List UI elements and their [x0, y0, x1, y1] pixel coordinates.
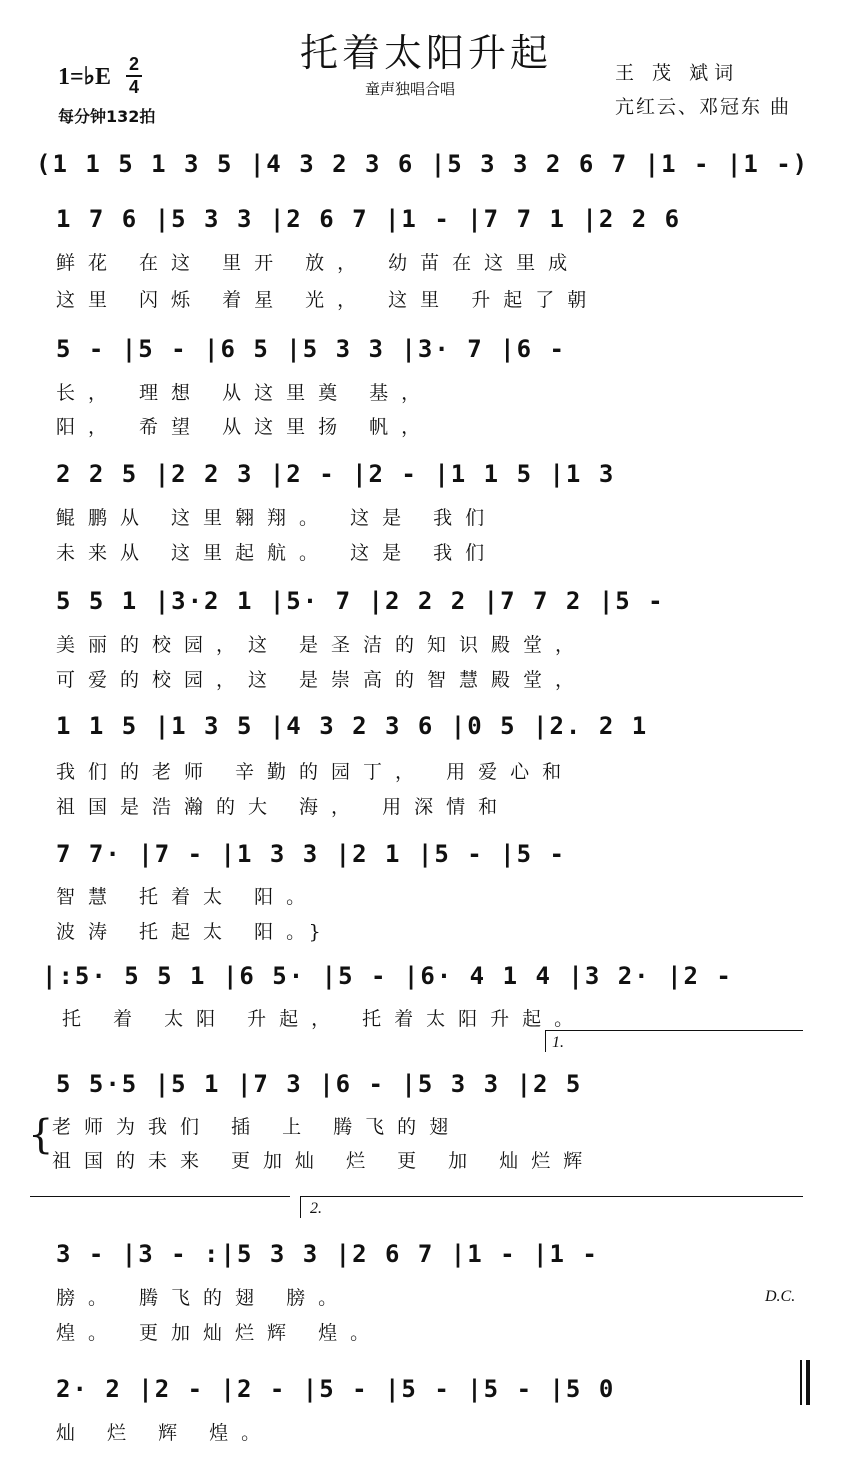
tempo-marking: 每分钟132拍 [58, 107, 156, 126]
score-line-10-lyric-verse2: 煌。 更加灿烂辉 煌。 [56, 1322, 383, 1344]
score-line-5-lyric-verse1: 美丽的校园，这 是圣洁的知识殿堂， [56, 634, 588, 656]
meter-bottom: 4 [128, 77, 139, 97]
score-line-9-notes: 5 5·5 |5 1 |7 3 |6 - |5 3 3 |2 5 [56, 1070, 583, 1098]
final-barline [800, 1360, 802, 1405]
time-signature [126, 55, 142, 97]
verse-brace: { [28, 1112, 54, 1158]
score-line-5-lyric-verse2: 可爱的校园，这 是崇高的智慧殿堂， [56, 669, 588, 691]
score-line-10-notes: 3 - |3 - :|5 3 3 |2 6 7 |1 - |1 - [56, 1240, 599, 1268]
score-line-11-lyric: 灿 烂 辉 煌。 [56, 1422, 274, 1444]
score-line-7-notes: 7 7· |7 - |1 3 3 |2 1 |5 - |5 - [56, 840, 566, 868]
meter-top: 2 [128, 54, 139, 74]
score-line-3-lyric-verse1: 长， 理想 从这里奠 基， [56, 382, 434, 404]
score-line-4-lyric-verse1: 鲲鹏从 这里翱翔。 这是 我们 [56, 507, 498, 529]
score-line-3-lyric-verse2: 阳， 希望 从这里扬 帆， [56, 416, 434, 438]
score-line-9-lyric-verse1: 老师为我们 插 上 腾飞的翅 [52, 1116, 462, 1138]
score-line-9-lyric-verse2: 祖国的未来 更加灿 烂 更 加 灿烂辉 [52, 1150, 596, 1172]
song-title: 托着太阳升起 [300, 31, 553, 75]
final-barline-thick [806, 1360, 810, 1405]
dc-marker: D.C. [765, 1288, 796, 1305]
performance-style: 童声独唱合唱 [365, 80, 456, 98]
volta-1-marker: 1. [552, 1034, 564, 1051]
score-line-6-lyric-verse2: 祖国是浩瀚的大 海， 用深情和 [56, 796, 511, 818]
score-line-2-lyric-verse1: 鲜花 在这 里开 放， 幼苗在这里成 [56, 252, 581, 274]
score-line-6-notes: 1 1 5 |1 3 5 |4 3 2 3 6 |0 5 |2. 2 1 [56, 712, 649, 740]
score-line-8-lyric: 托 着 太阳 升起， 托着太阳升起。 [62, 1008, 587, 1030]
score-line-7-lyric-verse1: 智慧 托着太 阳。 [56, 886, 319, 908]
score-line-4-lyric-verse2: 未来从 这里起航。 这是 我们 [56, 542, 498, 564]
score-line-8-notes: |:5· 5 5 1 |6 5· |5 - |6· 4 1 4 |3 2· |2 - [42, 962, 733, 990]
score-line-2-lyric-verse2: 这里 闪烁 着星 光， 这里 升起了朝 [56, 289, 600, 311]
score-line-2-notes: 1 7 6 |5 3 3 |2 6 7 |1 - |7 7 1 |2 2 6 [56, 205, 682, 233]
score-line-3-notes: 5 - |5 - |6 5 |5 3 3 |3· 7 |6 - [56, 335, 566, 363]
score-line-4-notes: 2 2 5 |2 2 3 |2 - |2 - |1 1 5 |1 3 [56, 460, 616, 488]
key-signature: 1=♭E [58, 64, 112, 90]
composer-credit: 亢红云、邓冠东 曲 [615, 96, 792, 118]
score-line-10-lyric-verse1: 膀。 腾飞的翅 膀。 [56, 1287, 351, 1309]
score-line-1-notes: (1 1 5 1 3 5 |4 3 2 3 6 |5 3 3 2 6 7 |1 - |1 -) [36, 150, 810, 178]
score-line-6-lyric-verse1: 我们的老师 辛勤的园丁， 用爱心和 [56, 761, 575, 783]
volta-2-marker: 2. [310, 1200, 322, 1217]
score-line-5-notes: 5 5 1 |3·2 1 |5· 7 |2 2 2 |7 7 2 |5 - [56, 587, 665, 615]
score-line-7-lyric-verse2: 波涛 托起太 阳。} [56, 921, 334, 943]
score-line-11-notes: 2· 2 |2 - |2 - |5 - |5 - |5 - |5 0 [56, 1375, 616, 1403]
lyricist-credit: 王 茂 斌词 [615, 62, 740, 84]
